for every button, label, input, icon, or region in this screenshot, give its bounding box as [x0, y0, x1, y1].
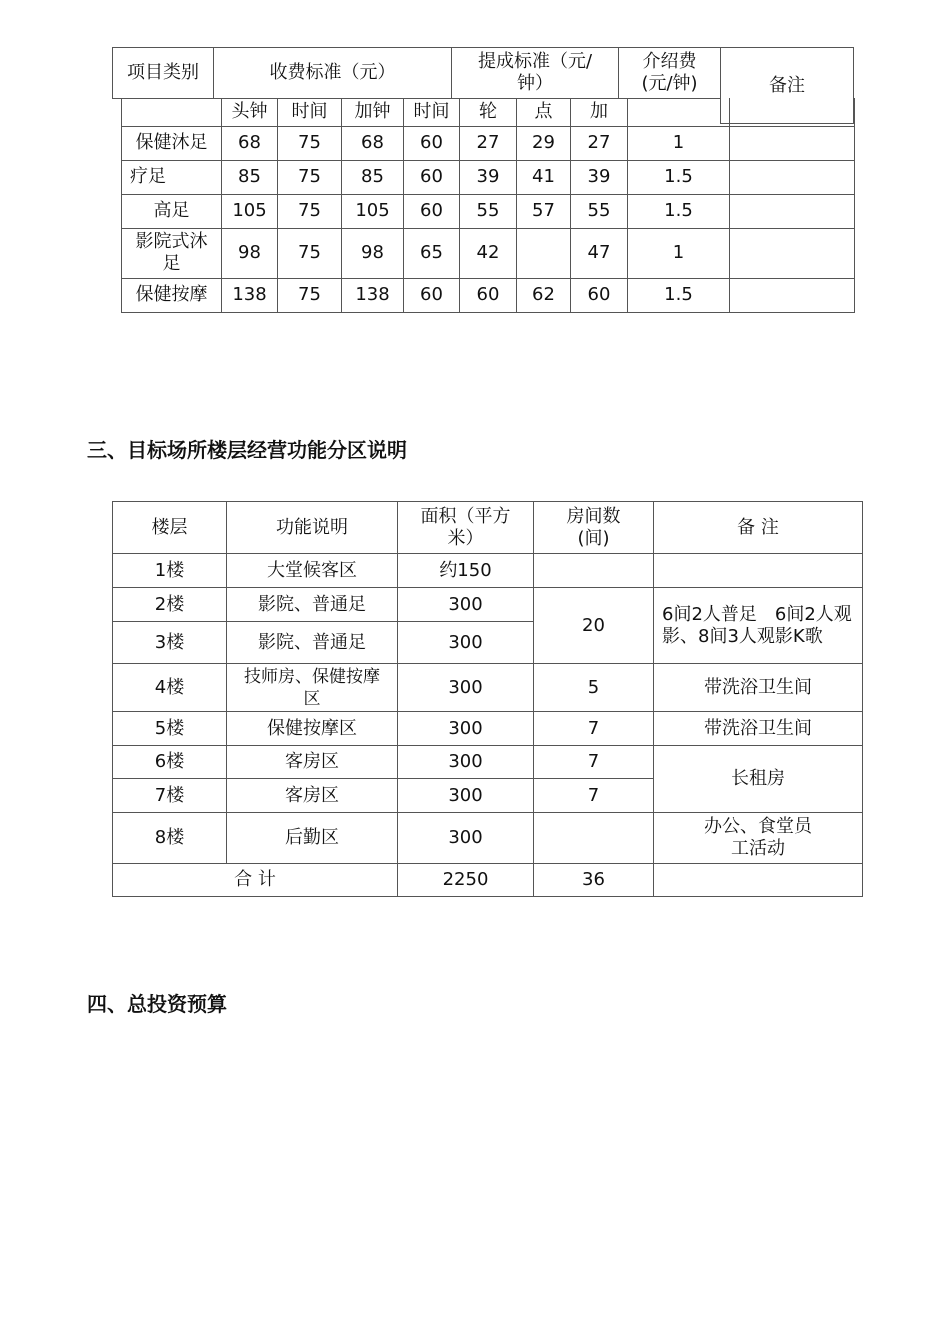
remark-cell: 带洗浴卫生间	[654, 664, 863, 712]
floor-cell: 6楼	[113, 746, 227, 779]
remark-merged-cell: 长租房	[654, 746, 863, 813]
floor-cell: 2楼	[113, 588, 227, 622]
cell: 29	[517, 126, 571, 160]
cell: 保健按摩	[122, 278, 222, 312]
func-cell: 客房区	[227, 746, 398, 779]
rooms-cell: 7	[534, 746, 654, 779]
subheader-cell: 头钟	[222, 98, 278, 126]
cell: 1	[628, 126, 730, 160]
rooms-cell: 7	[534, 712, 654, 746]
cell: 75	[278, 194, 342, 228]
cell: 57	[517, 194, 571, 228]
cell: 保健沐足	[122, 126, 222, 160]
total-label: 合 计	[113, 864, 398, 897]
remark-merged-cell: 6间2人普足 6间2人观影、8间3人观影K歌	[654, 588, 863, 664]
area-cell: 300	[398, 664, 534, 712]
table-row	[113, 588, 863, 622]
cell	[517, 228, 571, 278]
cell: 27	[571, 126, 628, 160]
floor-cell: 7楼	[113, 779, 227, 813]
subheader-cell: 加钟	[342, 98, 404, 126]
cell: 60	[404, 278, 460, 312]
header-intro-fee: 介绍费(元/钟)	[618, 47, 721, 99]
cell: 85	[342, 160, 404, 194]
cell: 41	[517, 160, 571, 194]
remark-cell: 带洗浴卫生间	[654, 712, 863, 746]
cell: 68	[222, 126, 278, 160]
remark-cell	[654, 554, 863, 588]
subheader-cell: 点	[517, 98, 571, 126]
total-rooms: 36	[534, 864, 654, 897]
func-cell: 影院、普通足	[227, 588, 398, 622]
func-cell: 保健按摩区	[227, 712, 398, 746]
cell	[730, 126, 855, 160]
cell: 138	[342, 278, 404, 312]
cell: 39	[571, 160, 628, 194]
cell: 105	[222, 194, 278, 228]
total-area: 2250	[398, 864, 534, 897]
table-row	[113, 813, 863, 864]
header-row	[113, 502, 863, 554]
area-cell: 300	[398, 622, 534, 664]
cell: 高足	[122, 194, 222, 228]
cell	[730, 160, 855, 194]
section-4-title: 四、总投资预算	[87, 992, 227, 1016]
cell: 75	[278, 278, 342, 312]
cell: 1.5	[628, 278, 730, 312]
table-row	[113, 712, 863, 746]
area-cell: 300	[398, 813, 534, 864]
cell: 68	[342, 126, 404, 160]
cell: 75	[278, 126, 342, 160]
table-row	[113, 746, 863, 779]
table-row	[113, 554, 863, 588]
cell: 60	[404, 194, 460, 228]
cell: 疗足	[122, 160, 222, 194]
cell: 75	[278, 228, 342, 278]
rooms-merged-cell: 20	[534, 588, 654, 664]
func-cell: 客房区	[227, 779, 398, 813]
cell: 85	[222, 160, 278, 194]
header-category: 项目类别	[112, 47, 214, 99]
header-cell: 备 注	[654, 502, 863, 554]
cell	[730, 228, 855, 278]
header-fee-standard: 收费标准（元）	[213, 47, 452, 99]
subheader-cell	[628, 98, 730, 126]
total-remark	[654, 864, 863, 897]
header-cell: 房间数(间)	[534, 502, 654, 554]
table-row	[122, 278, 855, 312]
func-cell: 后勤区	[227, 813, 398, 864]
cell: 55	[460, 194, 517, 228]
cell: 39	[460, 160, 517, 194]
subheader-cell: 时间	[278, 98, 342, 126]
func-cell: 大堂候客区	[227, 554, 398, 588]
cell	[730, 194, 855, 228]
cell: 98	[342, 228, 404, 278]
cell: 138	[222, 278, 278, 312]
cell: 1.5	[628, 160, 730, 194]
rooms-cell	[534, 554, 654, 588]
header-remark: 备注	[720, 47, 854, 124]
subheader-cell: 加	[571, 98, 628, 126]
func-cell: 技师房、保健按摩区	[227, 664, 398, 712]
floor-cell: 3楼	[113, 622, 227, 664]
table-row	[122, 126, 855, 160]
subheader-cell: 时间	[404, 98, 460, 126]
rooms-cell	[534, 813, 654, 864]
subheader-cell	[122, 98, 222, 126]
cell: 105	[342, 194, 404, 228]
table-row	[122, 160, 855, 194]
cell: 27	[460, 126, 517, 160]
cell: 75	[278, 160, 342, 194]
cell: 60	[404, 126, 460, 160]
rooms-cell: 7	[534, 779, 654, 813]
area-cell: 约150	[398, 554, 534, 588]
func-cell: 影院、普通足	[227, 622, 398, 664]
floor-table	[112, 501, 863, 897]
header-cell: 楼层	[113, 502, 227, 554]
floor-cell: 1楼	[113, 554, 227, 588]
total-row	[113, 864, 863, 897]
floor-cell: 5楼	[113, 712, 227, 746]
cell: 42	[460, 228, 517, 278]
subheader-cell	[730, 98, 855, 126]
fee-table	[121, 98, 855, 313]
cell: 1	[628, 228, 730, 278]
header-commission: 提成标准（元/钟）	[451, 47, 619, 99]
header-cell: 面积（平方米）	[398, 502, 534, 554]
table-row	[113, 664, 863, 712]
table-row	[122, 194, 855, 228]
fee-table-header	[112, 47, 854, 100]
subheader-cell: 轮	[460, 98, 517, 126]
cell	[730, 278, 855, 312]
cell: 60	[460, 278, 517, 312]
floor-cell: 8楼	[113, 813, 227, 864]
cell: 影院式沐足	[122, 228, 222, 278]
section-3-title: 三、目标场所楼层经营功能分区说明	[87, 438, 407, 462]
area-cell: 300	[398, 779, 534, 813]
floor-cell: 4楼	[113, 664, 227, 712]
cell: 55	[571, 194, 628, 228]
area-cell: 300	[398, 746, 534, 779]
cell: 47	[571, 228, 628, 278]
area-cell: 300	[398, 712, 534, 746]
cell: 1.5	[628, 194, 730, 228]
cell: 65	[404, 228, 460, 278]
cell: 60	[404, 160, 460, 194]
cell: 60	[571, 278, 628, 312]
subheader-row	[122, 98, 855, 126]
cell: 62	[517, 278, 571, 312]
area-cell: 300	[398, 588, 534, 622]
rooms-cell: 5	[534, 664, 654, 712]
table-row	[122, 228, 855, 278]
header-cell: 功能说明	[227, 502, 398, 554]
cell: 98	[222, 228, 278, 278]
remark-cell: 办公、食堂员工活动	[654, 813, 863, 864]
